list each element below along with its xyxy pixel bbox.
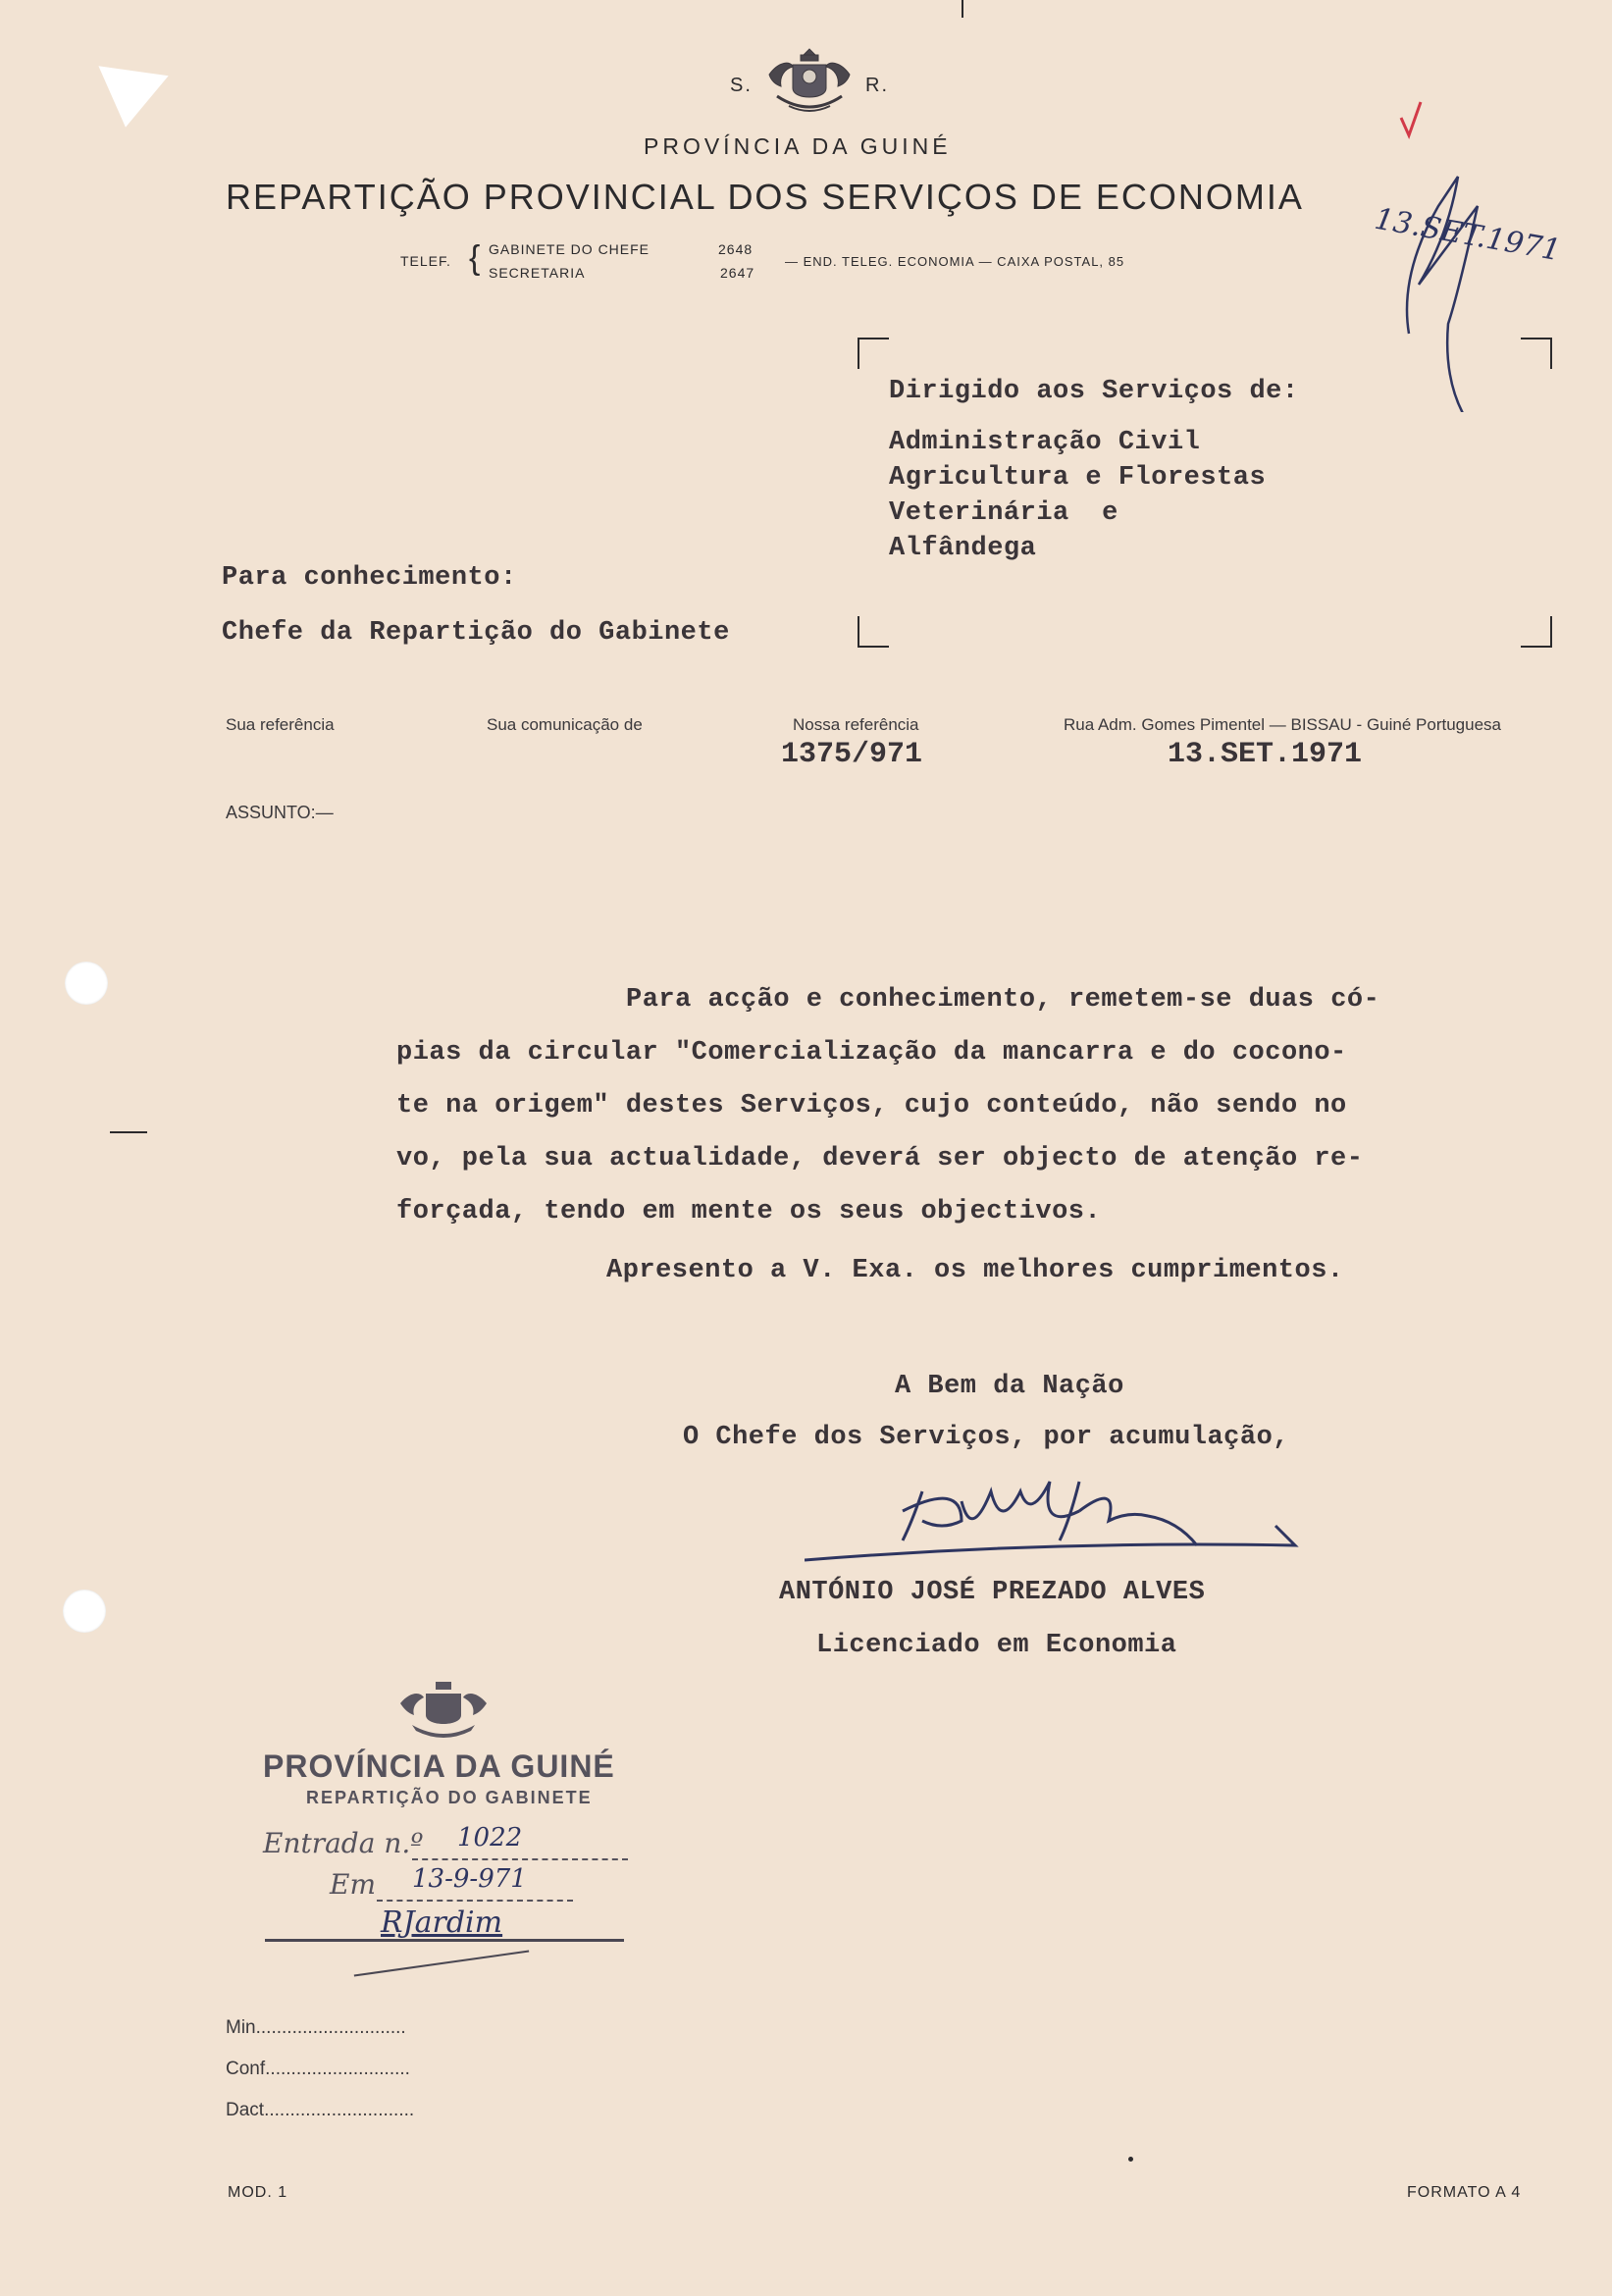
window-corner-tl: [858, 338, 889, 369]
signer-role: O Chefe dos Serviços, por acumulação,: [683, 1423, 1289, 1452]
signer-title: Licenciado em Economia: [816, 1631, 1177, 1660]
phone-1-name: GABINETE DO CHEFE: [489, 241, 650, 257]
phone-2-name: SECRETARIA: [489, 265, 586, 281]
body-line: forçada, tendo em mente os seus objectivos.: [396, 1197, 1102, 1226]
closing-line: Apresento a V. Exa. os melhores cumprimentos.: [606, 1256, 1344, 1285]
motto: A Bem da Nação: [895, 1372, 1124, 1401]
copy-to-recipient: Chefe da Repartição do Gabinete: [222, 618, 730, 648]
sr-right: R.: [865, 75, 889, 96]
sr-left: S.: [730, 75, 753, 96]
dact-label: Dact.: [226, 2100, 270, 2120]
stamp-coat-of-arms-icon: [396, 1678, 491, 1747]
stamp-em-value: 13-9-971: [412, 1864, 527, 1894]
window-corner-tr: [1521, 338, 1552, 369]
conf-dots: ...........................: [270, 2059, 410, 2079]
min-label: Min.: [226, 2017, 261, 2038]
fold-mark: [110, 1131, 147, 1133]
assunto-label: ASSUNTO:—: [226, 803, 334, 822]
telegraph-address: — END. TELEG. ECONOMIA — CAIXA POSTAL, 85: [785, 254, 1125, 269]
province-title: PROVÍNCIA DA GUINÉ: [644, 133, 952, 159]
telef-label: TELEF.: [400, 253, 451, 269]
body-line: te na origem" destes Serviços, cujo conteúdo, não sendo no: [396, 1091, 1347, 1121]
signer-name: ANTÓNIO JOSÉ PREZADO ALVES: [779, 1578, 1206, 1607]
phone-2-number: 2647: [720, 265, 755, 281]
body-line: Para acção e conhecimento, remetem-se duas có-: [626, 985, 1380, 1015]
dact-dots: ............................: [269, 2100, 415, 2120]
footer-model: MOD. 1: [228, 2184, 288, 2201]
coat-of-arms-icon: [763, 45, 856, 122]
stamp-province: PROVÍNCIA DA GUINÉ: [263, 1748, 615, 1784]
stamp-signature-rule: [265, 1939, 624, 1942]
recipient-line: Agricultura e Florestas: [889, 463, 1267, 493]
stamp-entrada-label: Entrada n.º: [263, 1827, 424, 1859]
phone-brace: {: [469, 239, 481, 277]
handwritten-date: 13.SET.1971: [1372, 201, 1564, 269]
em-rule: [377, 1900, 573, 1902]
stamp-department: REPARTIÇÃO DO GABINETE: [306, 1788, 593, 1807]
recipient-line: Alfândega: [889, 534, 1037, 563]
recipient-line: Administração Civil: [889, 428, 1201, 457]
nossa-referencia-label: Nossa referência: [793, 715, 919, 734]
nossa-referencia-value: 1375/971: [781, 738, 923, 771]
address-label: Rua Adm. Gomes Pimentel — BISSAU - Guiné Portuguesa: [1064, 715, 1501, 734]
min-field: [226, 2017, 406, 2039]
conf-field: [226, 2059, 410, 2080]
copy-to-label: Para conhecimento:: [222, 563, 517, 593]
letter-date: 13.SET.1971: [1168, 738, 1363, 771]
body-line: vo, pela sua actualidade, deverá ser objecto de atenção re-: [396, 1144, 1364, 1174]
speck: [1128, 2157, 1133, 2162]
stamp-entrada-value: 1022: [457, 1823, 523, 1852]
phone-1-number: 2648: [718, 241, 754, 257]
entrada-rule: [412, 1858, 628, 1860]
conf-label: Conf.: [226, 2059, 271, 2079]
stamp-flourish: [354, 1950, 530, 1976]
window-corner-bl: [858, 616, 889, 648]
stamp-em-label: Em: [330, 1868, 376, 1901]
torn-corner: [90, 66, 168, 131]
punch-hole-top: [65, 962, 108, 1005]
recipient-heading: Dirigido aos Serviços de:: [889, 377, 1299, 406]
department-title: REPARTIÇÃO PROVINCIAL DOS SERVIÇOS DE ECONOMIA: [226, 177, 1304, 217]
stamp-initials: RJardim: [381, 1905, 503, 1940]
footer-format: FORMATO A 4: [1407, 2184, 1522, 2201]
sua-comunicacao-label: Sua comunicação de: [487, 715, 643, 734]
top-tick: [962, 0, 963, 18]
body-line: pias da circular "Comercialização da mancarra e do cocono-: [396, 1038, 1347, 1068]
handwritten-signature: [805, 1472, 1315, 1580]
dact-field: [226, 2100, 414, 2121]
recipient-line: Veterinária e: [889, 498, 1118, 528]
min-dots: ............................: [260, 2017, 406, 2038]
window-corner-br: [1521, 616, 1552, 648]
punch-hole-bottom: [63, 1590, 106, 1633]
sua-referencia-label: Sua referência: [226, 715, 335, 734]
